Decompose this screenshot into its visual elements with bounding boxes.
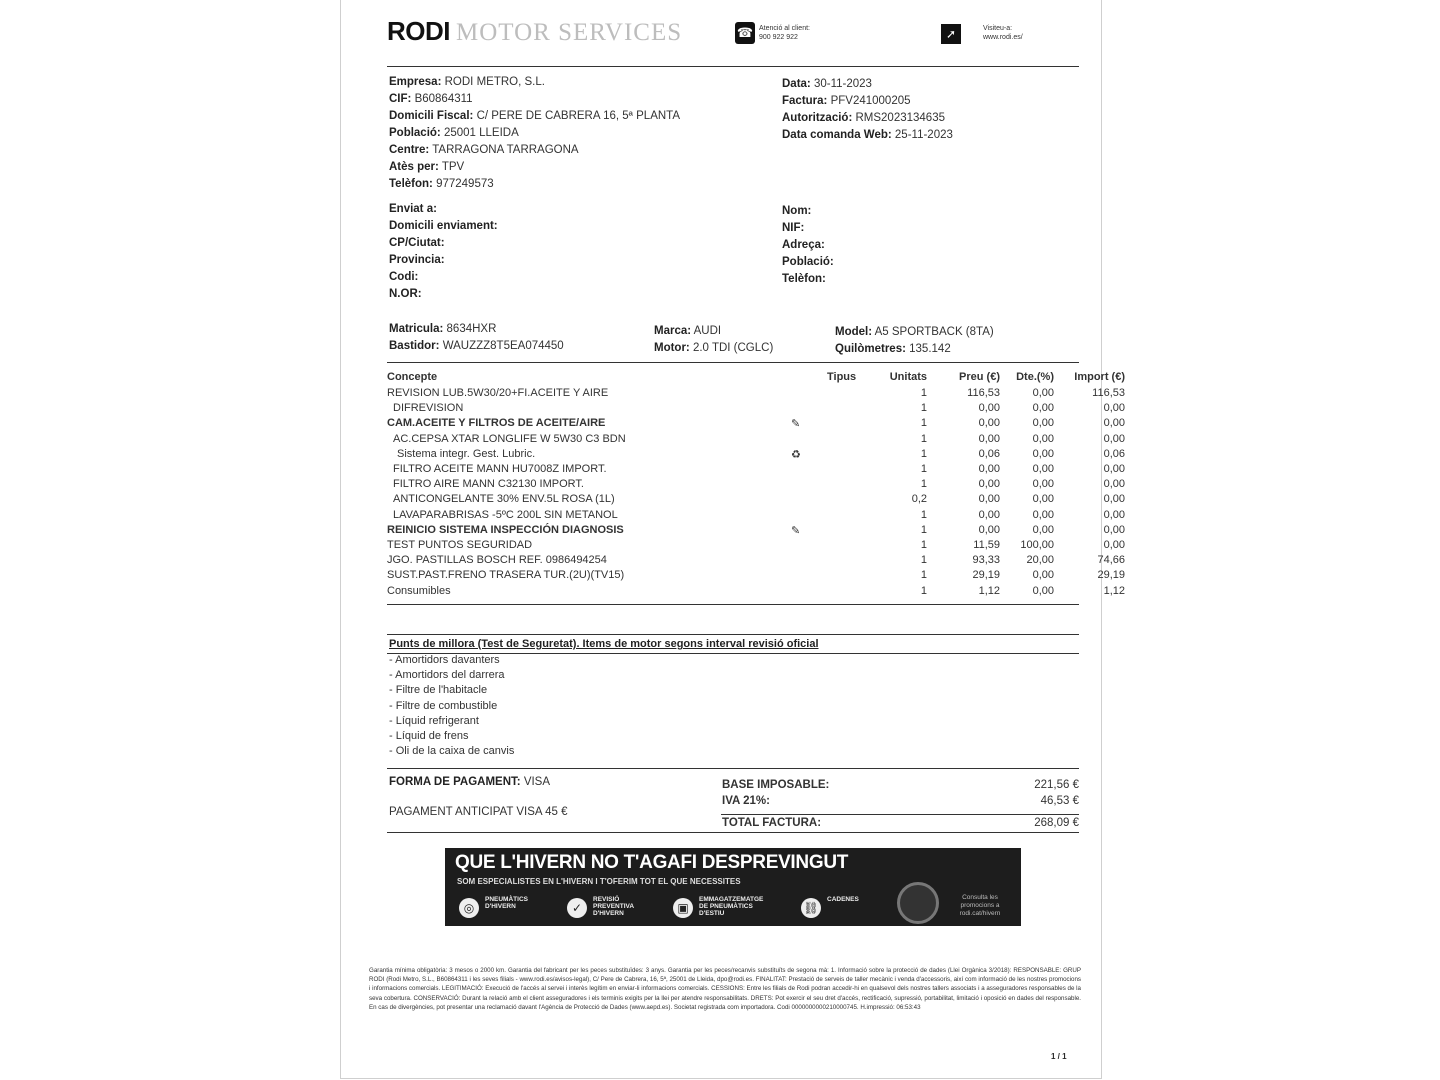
cell-units: 1 bbox=[920, 523, 927, 536]
improvements-title: Punts de millora (Test de Seguretat). Items de motor segons interval revisió oficial bbox=[389, 638, 819, 650]
chains-icon: ⛓ bbox=[801, 898, 821, 918]
plate-label: Matricula: bbox=[389, 323, 444, 335]
engine-label: Motor: bbox=[654, 342, 690, 354]
km-value: 135.142 bbox=[909, 343, 951, 355]
rodi-logo bbox=[387, 16, 682, 47]
base-value: 221,56 € bbox=[1034, 779, 1079, 791]
cell-amount: 0,00 bbox=[1103, 402, 1125, 415]
cell-units: 1 bbox=[920, 584, 927, 597]
list-item: - Líquid de frens bbox=[389, 730, 469, 743]
phone-icon: ☎ bbox=[735, 22, 755, 44]
col-units: Unitats bbox=[889, 371, 927, 383]
web-order-date: 25-11-2023 bbox=[894, 129, 953, 141]
company-info bbox=[389, 74, 680, 193]
totals-values bbox=[979, 777, 1079, 809]
cell-tipus: ✎ bbox=[791, 418, 801, 431]
list-item: - Amortidors del darrera bbox=[389, 669, 505, 682]
page-number: 1 / 1 bbox=[1051, 1052, 1067, 1061]
cell-discount: 0,00 bbox=[1032, 493, 1054, 506]
cell-price: 11,59 bbox=[973, 539, 1000, 551]
cell-concept: REVISION LUB.5W30/20+FI.ACEITE Y AIRE bbox=[387, 387, 609, 399]
list-item: - Filtre de combustible bbox=[389, 699, 498, 712]
header-divider bbox=[387, 66, 1079, 67]
cell-concept: SUST.PAST.FRENO TRASERA TUR.(2U)(TV15) bbox=[387, 569, 625, 582]
table-row bbox=[387, 493, 1125, 508]
cell-units: 1 bbox=[920, 554, 927, 567]
domicili-label: Domicili Fiscal: bbox=[389, 110, 474, 122]
list-item: - Filtre de l'habitacle bbox=[389, 684, 488, 697]
vat-label: IVA 21%: bbox=[722, 795, 770, 807]
sent-to-label: Enviat a: bbox=[389, 203, 437, 215]
name-label: Nom: bbox=[782, 205, 812, 217]
table-row bbox=[387, 463, 1125, 478]
vehicle-brand-block bbox=[654, 323, 773, 357]
total-divider bbox=[721, 814, 1079, 815]
nor-label: N.OR: bbox=[389, 288, 422, 300]
customer-service bbox=[759, 24, 810, 42]
cell-units: 1 bbox=[920, 387, 927, 399]
cell-price: 116,53 bbox=[967, 387, 1000, 399]
web-order-date-label: Data comanda Web: bbox=[782, 129, 892, 141]
centre-label: Centre: bbox=[389, 144, 430, 156]
cell-discount: 0,00 bbox=[1032, 402, 1054, 415]
empresa-value: RODI METRO, S.L. bbox=[444, 76, 545, 88]
postal-city-label: CP/Ciutat: bbox=[389, 237, 445, 249]
col-concept: Concepte bbox=[387, 371, 438, 383]
invoice-date: 30-11-2023 bbox=[813, 78, 872, 90]
invoice-page bbox=[340, 0, 1125, 1079]
cell-discount: 0,00 bbox=[1032, 447, 1054, 460]
banner-item-preventive-check: REVISIÓ PREVENTIVA D'HIVERN bbox=[593, 896, 634, 917]
table-row bbox=[387, 523, 1125, 539]
customer-phone-label: Telèfon: bbox=[782, 273, 826, 285]
cell-price: 0,00 bbox=[978, 417, 1000, 430]
cell-amount: 0,00 bbox=[1103, 478, 1125, 491]
brand-label: Marca: bbox=[654, 325, 692, 337]
table-row bbox=[387, 554, 1125, 569]
visit-label: Visiteu-a: bbox=[983, 25, 1013, 32]
list-item: - Líquid refrigerant bbox=[389, 714, 479, 727]
list-item: - Oli de la caixa de canvis bbox=[389, 745, 515, 758]
brand-name: RODI bbox=[387, 16, 450, 46]
table-row bbox=[387, 569, 1125, 584]
cell-discount: 20,00 bbox=[1026, 554, 1054, 567]
phone-number: 900 922 922 bbox=[759, 34, 798, 41]
vehicle-divider bbox=[387, 362, 1079, 363]
telefon-value: 977249573 bbox=[436, 178, 494, 190]
storage-icon: ▣ bbox=[673, 898, 693, 918]
table-row bbox=[387, 387, 1125, 402]
vin-label: Bastidor: bbox=[389, 340, 440, 352]
cell-amount: 1,12 bbox=[1103, 584, 1125, 597]
cell-concept: AC.CEPSA XTAR LONGLIFE W 5W30 C3 BDN bbox=[393, 432, 626, 445]
winter-promo-banner[interactable] bbox=[445, 848, 1021, 926]
domicili-value: C/ PERE DE CABRERA 16, 5ª PLANTA bbox=[476, 110, 681, 122]
col-discount: Dte.(%) bbox=[1016, 371, 1054, 383]
nif-label: NIF: bbox=[782, 222, 805, 234]
checkup-icon: ✓ bbox=[567, 898, 587, 918]
cell-concept: LAVAPARABRISAS -5ºC 200L SIN METANOL bbox=[393, 508, 618, 521]
cell-discount: 0,00 bbox=[1032, 463, 1054, 475]
table-bottom-divider bbox=[387, 604, 1079, 605]
cell-units: 1 bbox=[920, 463, 927, 475]
cell-discount: 0,00 bbox=[1032, 432, 1054, 445]
phone-label: Atenció al client: bbox=[759, 25, 810, 32]
banner-title: QUE L'HIVERN NO T'AGAFI DESPREVINGUT bbox=[455, 852, 849, 873]
advance-payment: PAGAMENT ANTICIPAT VISA 45 € bbox=[389, 806, 568, 818]
poblacio-value: 25001 LLEIDA bbox=[443, 127, 519, 139]
cell-amount: 0,00 bbox=[1103, 463, 1125, 475]
cell-tipus: ✎ bbox=[791, 524, 801, 537]
cell-concept: ANTICONGELANTE 30% ENV.5L ROSA (1L) bbox=[393, 493, 615, 506]
cell-discount: 0,00 bbox=[1032, 508, 1054, 521]
table-row bbox=[387, 417, 1125, 432]
cell-price: 0,00 bbox=[978, 432, 1000, 445]
cell-concept: DIFREVISION bbox=[393, 402, 464, 415]
shipping-info bbox=[389, 201, 498, 303]
model-label: Model: bbox=[835, 326, 873, 338]
total-value: 268,09 € bbox=[1034, 817, 1079, 829]
cell-amount: 0,06 bbox=[1103, 447, 1125, 460]
cell-amount: 29,19 bbox=[1097, 569, 1125, 582]
ates-value: TPV bbox=[441, 161, 465, 173]
poblacio-label: Població: bbox=[389, 127, 441, 139]
cell-amount: 116,53 bbox=[1092, 387, 1125, 399]
banner-item-tire-storage: EMMAGATZEMATGE DE PNEUMÀTICS D'ESTIU bbox=[699, 896, 764, 917]
cell-units: 1 bbox=[920, 432, 927, 445]
table-row bbox=[387, 432, 1125, 448]
cif-label: CIF: bbox=[389, 93, 412, 105]
cell-units: 1 bbox=[920, 402, 927, 415]
banner-subtitle: SOM ESPECIALISTES EN L'HIVERN I T'OFERIM TOT EL QUE NECESSITES bbox=[457, 877, 741, 886]
brand-value: AUDI bbox=[693, 325, 722, 337]
banner-item-winter-tires: PNEUMÀTICS D'HIVERN bbox=[485, 896, 528, 910]
invoice-number-label: Factura: bbox=[782, 95, 828, 107]
visit-url[interactable]: www.rodi.es/ bbox=[983, 34, 1023, 41]
list-item: - Amortidors davanters bbox=[389, 654, 500, 666]
cell-amount: 0,00 bbox=[1103, 508, 1125, 521]
cell-concept: JGO. PASTILLAS BOSCH REF. 0986494254 bbox=[387, 554, 607, 567]
cell-amount: 0,00 bbox=[1103, 432, 1125, 445]
cell-discount: 0,00 bbox=[1032, 478, 1054, 491]
authorization-label: Autorització: bbox=[782, 112, 853, 124]
cell-units: 1 bbox=[920, 508, 927, 521]
cell-concept: Sistema integr. Gest. Lubric. bbox=[397, 447, 536, 460]
table-header bbox=[387, 371, 1125, 386]
vehicle-model-block bbox=[835, 324, 994, 358]
cell-concept: TEST PUNTOS SEGURIDAD bbox=[387, 539, 533, 551]
cell-units: 1 bbox=[920, 417, 927, 430]
cell-amount: 74,66 bbox=[1097, 554, 1125, 567]
cell-discount: 0,00 bbox=[1032, 417, 1054, 430]
model-value: A5 SPORTBACK (8TA) bbox=[874, 326, 994, 338]
cell-price: 0,00 bbox=[978, 523, 1000, 536]
cell-price: 1,12 bbox=[978, 584, 1000, 597]
table-row bbox=[387, 478, 1125, 493]
payment-method bbox=[389, 776, 550, 788]
cell-concept: FILTRO AIRE MANN C32130 IMPORT. bbox=[393, 478, 584, 491]
payment-method-label: FORMA DE PAGAMENT: bbox=[389, 776, 521, 788]
vin-value: WAUZZZ8T5EA074450 bbox=[442, 340, 564, 352]
province-label: Provincia: bbox=[389, 254, 445, 266]
cell-units: 1 bbox=[920, 539, 927, 551]
cell-amount: 0,00 bbox=[1103, 493, 1125, 506]
brand-subtitle: MOTOR SERVICES bbox=[456, 19, 683, 46]
shipping-address-label: Domicili enviament: bbox=[389, 220, 498, 232]
vat-value: 46,53 € bbox=[1040, 795, 1079, 807]
telefon-label: Telèfon: bbox=[389, 178, 433, 190]
improvements-list bbox=[389, 653, 514, 759]
cell-price: 0,00 bbox=[978, 493, 1000, 506]
cell-discount: 0,00 bbox=[1032, 569, 1054, 582]
banner-promo-link[interactable]: Consulta les promocions a rodi.cat/hivern bbox=[959, 894, 1001, 917]
empresa-label: Empresa: bbox=[389, 76, 442, 88]
cell-price: 0,00 bbox=[978, 478, 1000, 491]
customer-info bbox=[782, 203, 834, 288]
totals-labels bbox=[722, 777, 829, 809]
invoice-number: PFV241000205 bbox=[830, 95, 911, 107]
invoice-info bbox=[782, 76, 953, 144]
table-row bbox=[387, 539, 1125, 554]
address-label: Adreça: bbox=[782, 239, 825, 251]
vehicle-plate-block bbox=[389, 321, 564, 355]
col-price: Preu (€) bbox=[959, 371, 1000, 383]
cell-concept: Consumibles bbox=[387, 584, 451, 597]
cell-price: 0,06 bbox=[978, 447, 1000, 460]
tire-icon: ◎ bbox=[459, 898, 479, 918]
authorization-value: RMS2023134635 bbox=[855, 112, 945, 124]
cell-amount: 0,00 bbox=[1103, 523, 1125, 536]
cursor-icon: ➚ bbox=[941, 24, 961, 44]
cell-price: 93,33 bbox=[972, 554, 1000, 567]
cell-discount: 0,00 bbox=[1032, 387, 1054, 399]
payment-method-value: VISA bbox=[523, 776, 551, 788]
cell-units: 1 bbox=[920, 569, 927, 582]
cell-units: 1 bbox=[920, 447, 927, 460]
payment-divider bbox=[387, 768, 1079, 769]
engine-value: 2.0 TDI (CGLC) bbox=[692, 342, 774, 354]
cell-amount: 0,00 bbox=[1103, 539, 1125, 551]
cell-concept: REINICIO SISTEMA INSPECCIÓN DIAGNOSIS bbox=[387, 523, 624, 536]
cell-price: 29,19 bbox=[972, 569, 1000, 582]
table-row bbox=[387, 402, 1125, 417]
cell-price: 0,00 bbox=[978, 463, 1000, 475]
table-row bbox=[387, 447, 1125, 463]
table-row bbox=[387, 584, 1125, 600]
cell-concept: FILTRO ACEITE MANN HU7008Z IMPORT. bbox=[393, 463, 607, 475]
cell-concept: CAM.ACEITE Y FILTROS DE ACEITE/AIRE bbox=[387, 417, 606, 430]
cell-units: 1 bbox=[920, 478, 927, 491]
km-label: Quilòmetres: bbox=[835, 343, 906, 355]
legal-notice: Garantia mínima obligatòria: 3 mesos o 2000 km. Garantia del fabricant per les peces substituïdes: 3 anys. Garantia per les peces/recanvis substituïts de segona mà: 1. Informació sobre la protecció de dades (Llei Orgànica 3/2018): RESPONSABLE: GRUP RODI (Rodi Metro, S.L., B60864311 i les seves filials - www.rodi.es/avisos-legal), C/ Pere de Cabrera, 16, 5ª, 25001 de Lleida, dpo@rodi.es. FINALITAT: Prestació de serveis de taller mecànic i venda d'accessoris, així com informació de les nostres promocions i informacions comercials. LEGITIMACIÓ: Execució de l'accés al servei i interès legítim en enviar-li informacions comercials. CESSIONS: Entre les filials de Rodi podran accedir-hi en qualsevol dels nostres tallers associats i a asseguradores responsables de la seva cobertura. CONSERVACIÓ: Durant la relació amb el client asseguradores i els terminis exigits per la llei per atendre responsabilitats. DRETS: Pot exercir el seu dret d'accés, rectificació, supressió, portabilitat, limitació i oposició en dades del responsable. En cas de divergències, pot presentar una reclamació davant l'Agència de Protecció de Dades (www.aepd.es). Societat registrada com importadora. Codi 0000000000210000745. H.impressió: 06:53:43 bbox=[369, 967, 1081, 1011]
cell-discount: 100,00 bbox=[1020, 539, 1054, 551]
plate-value: 8634HXR bbox=[446, 323, 497, 335]
code-label: Codi: bbox=[389, 271, 419, 283]
wheel-icon bbox=[897, 882, 939, 924]
table-row bbox=[387, 508, 1125, 524]
ates-label: Atès per: bbox=[389, 161, 439, 173]
cell-discount: 0,00 bbox=[1032, 523, 1054, 536]
cell-units: 0,2 bbox=[911, 493, 927, 506]
banner-item-chains: CADENES bbox=[827, 896, 859, 903]
cell-amount: 0,00 bbox=[1103, 417, 1125, 430]
centre-value: TARRAGONA TARRAGONA bbox=[432, 144, 579, 156]
date-label: Data: bbox=[782, 78, 811, 90]
cif-value: B60864311 bbox=[414, 93, 473, 105]
total-label: TOTAL FACTURA: bbox=[722, 817, 822, 829]
visit-us bbox=[983, 24, 1023, 42]
cell-price: 0,00 bbox=[978, 402, 1000, 415]
col-tipus: Tipus bbox=[827, 371, 857, 383]
base-label: BASE IMPOSABLE: bbox=[722, 779, 830, 791]
cell-price: 0,00 bbox=[978, 508, 1000, 521]
customer-city-label: Població: bbox=[782, 256, 834, 268]
improvements-top-divider bbox=[387, 634, 1079, 635]
cell-tipus: ♻ bbox=[791, 448, 801, 461]
col-amount: Import (€) bbox=[1074, 371, 1125, 383]
cell-discount: 0,00 bbox=[1032, 584, 1054, 597]
total-bottom-divider bbox=[387, 832, 1079, 833]
